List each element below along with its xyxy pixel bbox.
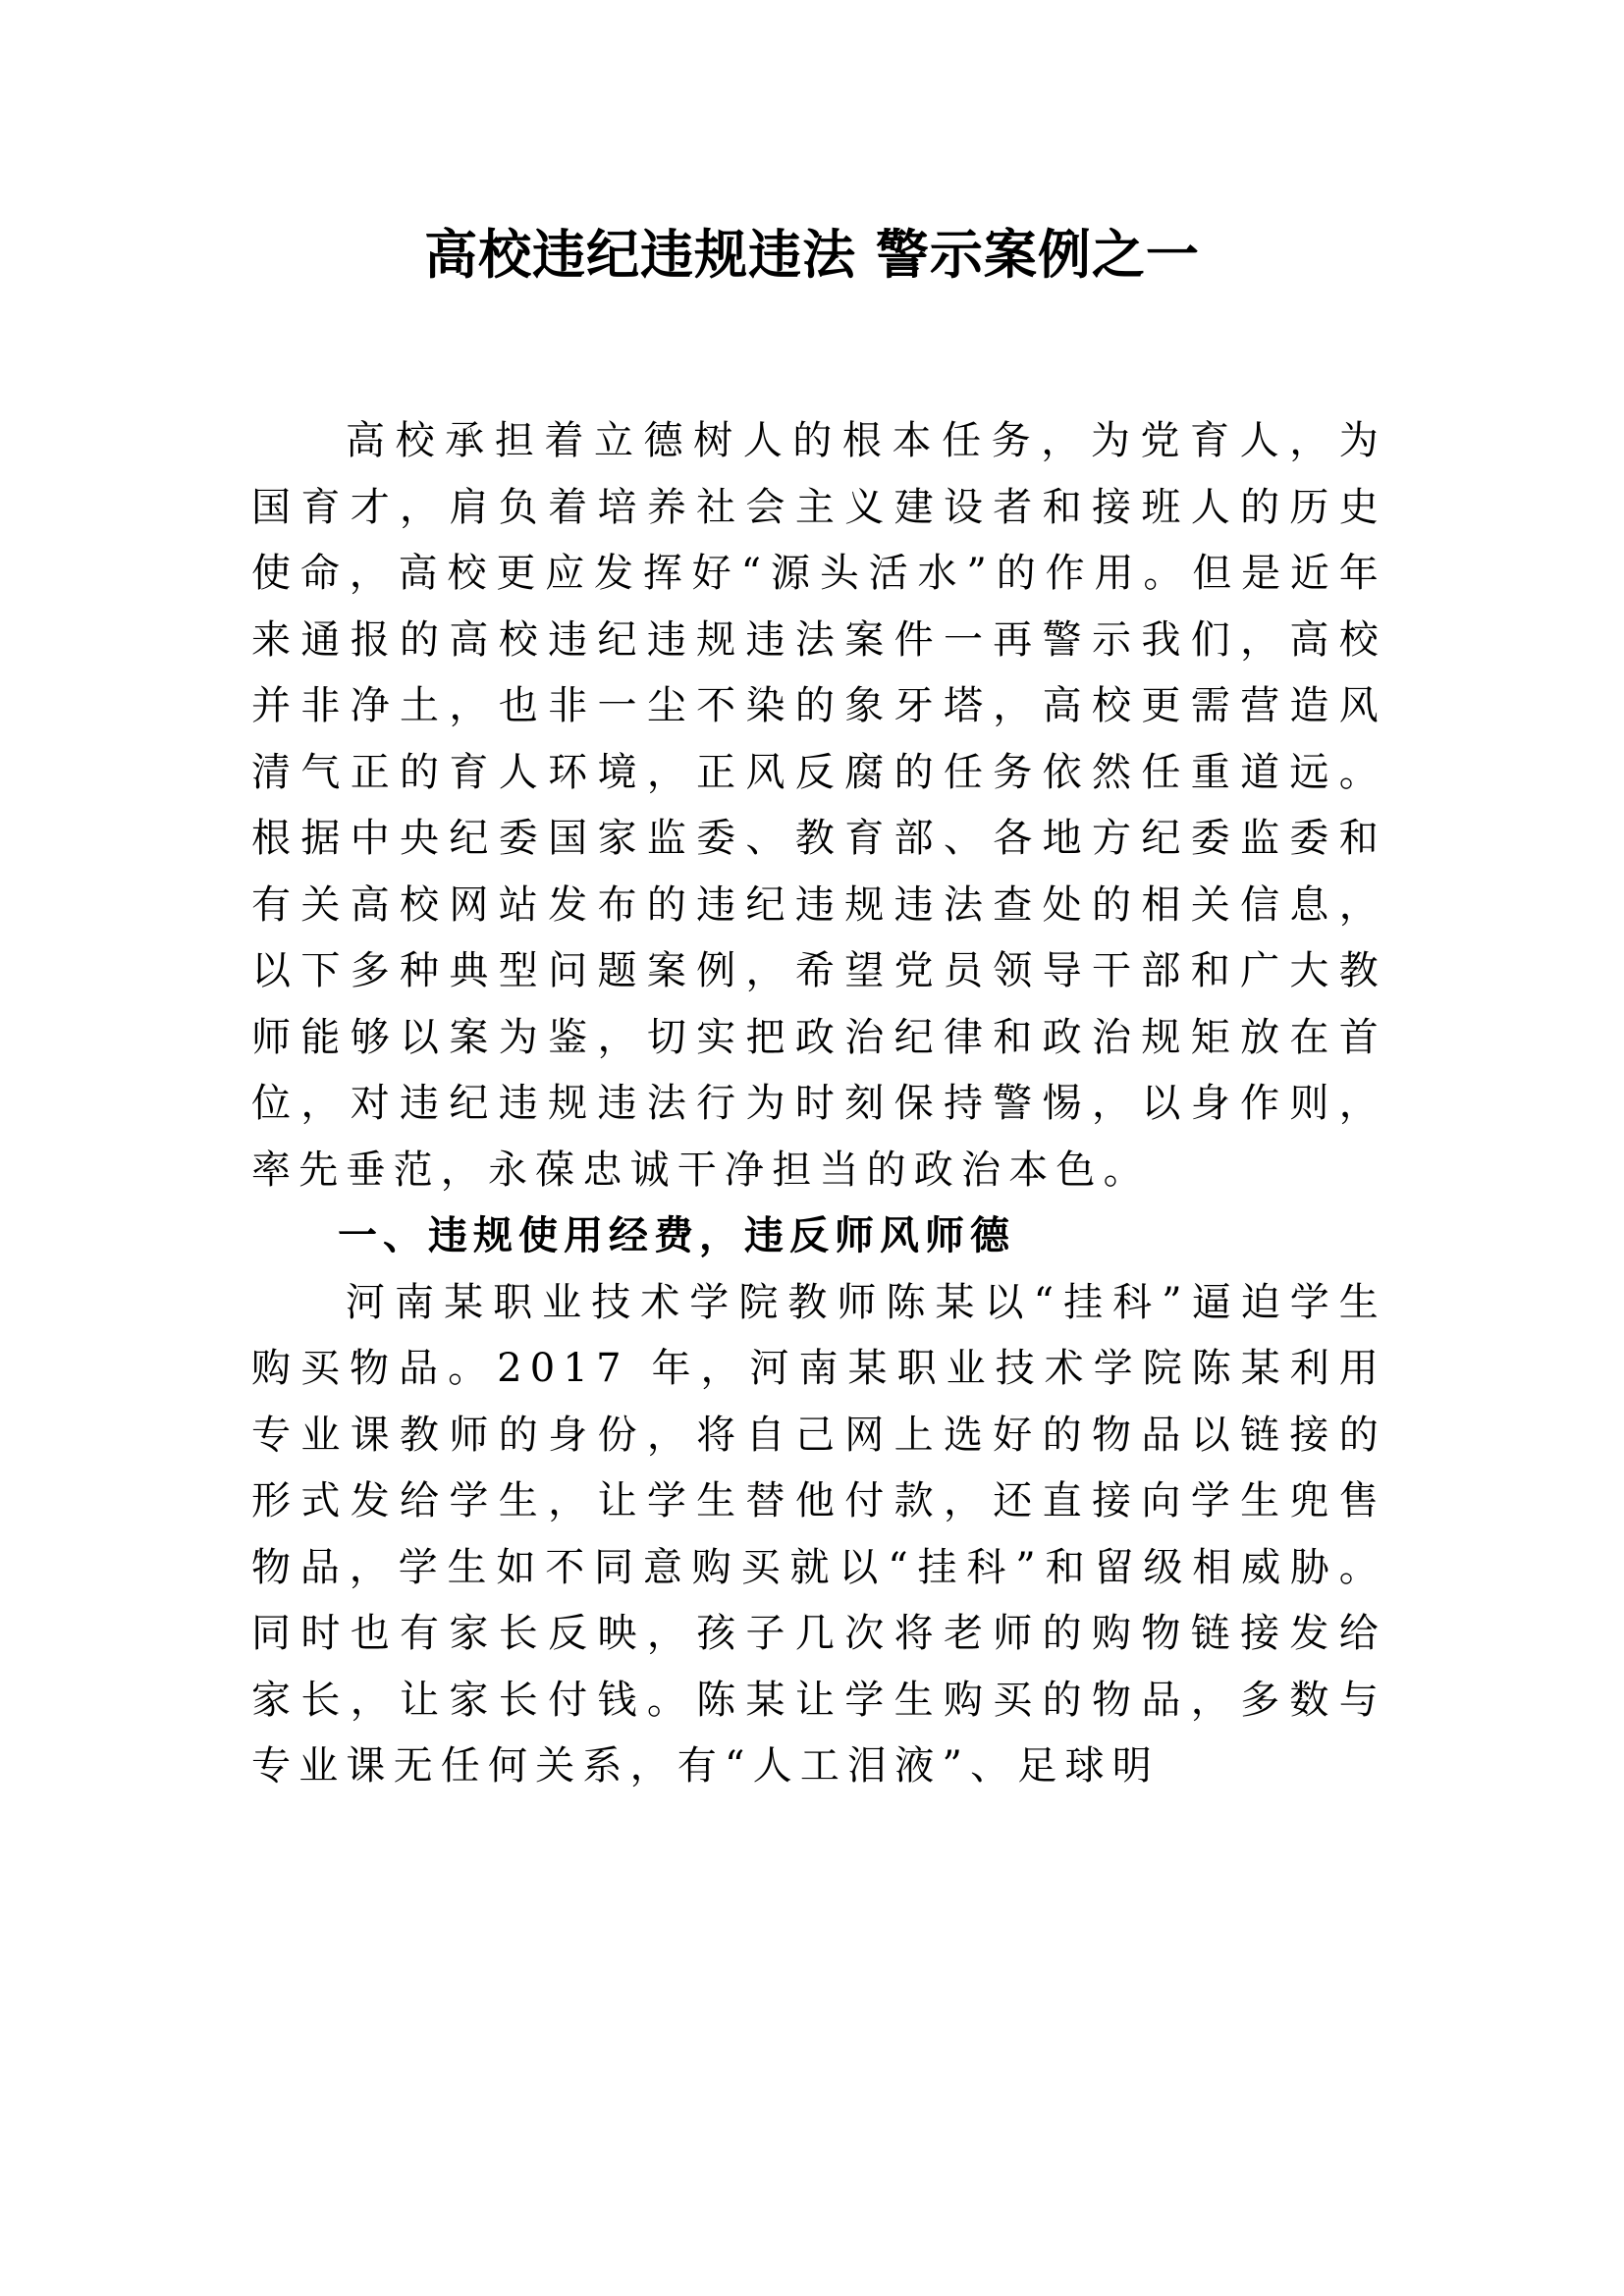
case-paragraph: 河南某职业技术学院教师陈某以“挂科”逼迫学生购买物品。2017 年，河南某职业技术学院陈某利用专业课教师的身份，将自己网上选好的物品以链接的形式发给学生，让学生替他付款，还直接向学生兜售物品，学生如不同意购买就以“挂科”和留级相威胁。同时也有家长反映，孩子几次将老师的购物链接发给家长，让家长付钱。陈某让学生购买的物品，多数与专业课无任何关系，有“人工泪液”、足球明 <box>251 1279 1386 1789</box>
intro-paragraph: 高校承担着立德树人的根本任务，为党育人，为国育才，肩负着培养社会主义建设者和接班人的历史使命，高校更应发挥好“源头活水”的作用。但是近年来通报的高校违纪违规违法案件一再警示我们，高校并非净土，也非一尘不染的象牙塔，高校更需营造风清气正的育人环境，正风反腐的任务依然任重道远。根据中央纪委国家监委、教育部、各地方纪委监委和有关高校网站发布的违纪违规违法查处的相关信息，以下多种典型问题案例，希望党员领导干部和广大教师能够以案为鉴，切实把政治纪律和政治规矩放在首位，对违纪违规违法行为时刻保持警惕，以身作则，率先垂范，永葆忠诚干净担当的政治本色。 <box>251 418 1386 1193</box>
document-title: 高校违纪违规违法 警示案例之一 <box>424 224 1200 286</box>
document-body <box>251 408 1386 1800</box>
section-heading-1: 一、违规使用经费，违反师风师德 <box>338 1213 1015 1258</box>
